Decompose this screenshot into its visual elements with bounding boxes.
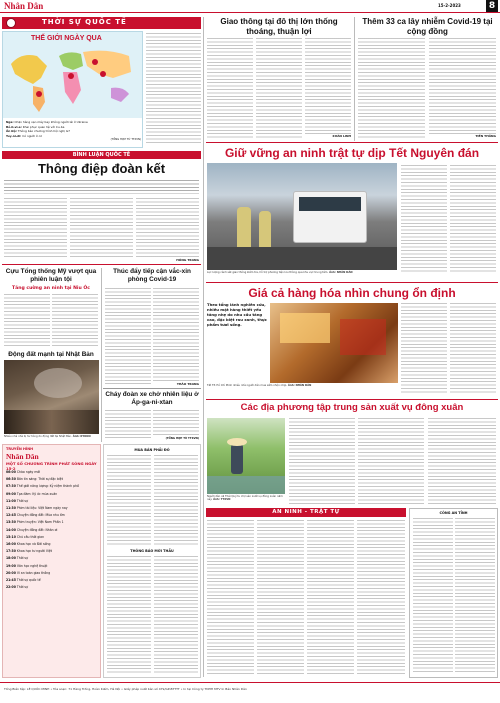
security-order-title: AN NINH - TRẬT TỰ [272, 509, 340, 515]
article-body-traffic [207, 38, 253, 138]
article-body-covid [358, 38, 425, 138]
commentary-kicker: BÌNH LUẬN QUỐC TẾ [72, 152, 131, 158]
footer-bar [0, 682, 500, 703]
farming-photo [207, 418, 285, 494]
tv-item: 13:30 Phim truyện: Việt Nam Phần 1 [6, 520, 64, 525]
legend-text: Thông báo chương trình hội nghị G7 [17, 129, 70, 133]
masthead [0, 0, 500, 13]
commentary-kicker-band [2, 151, 201, 159]
column-divider [101, 268, 102, 442]
ad-body [154, 455, 198, 545]
article-body-traffic [256, 38, 302, 138]
tv-schedule-title: MỘT SỐ CHƯƠNG TRÌNH PHÁT SÓNG NGÀY 15-2 [6, 461, 97, 471]
article-title-earthquake: Động đất mạnh tại Nhật Bản [8, 351, 94, 358]
article-body-fire [153, 410, 199, 436]
divider [103, 388, 201, 389]
security-order-body [257, 520, 304, 676]
prices-caption: Tết TP. Hồ Chí Minh nhiều nhà người dân mua sắm nhộn nhịp. Ảnh: NHÂN DÂN [207, 384, 312, 387]
article-body-prices [401, 303, 447, 395]
article-title-fire: Cháy đoàn xe chở nhiên liệu ở Áp-ga-ni-xtan [105, 391, 199, 406]
page-number: 8 [486, 0, 498, 12]
world-map-graphic [3, 44, 143, 116]
tv-item: 11:00 Thời sự [6, 498, 29, 503]
article-body-fire [105, 410, 151, 440]
article-body-security [401, 165, 447, 273]
article-title-security: Giữ vững an ninh trật tự dịp Tết Nguyên đán [224, 146, 480, 160]
article-body-vaccine [105, 288, 151, 386]
column-divider [354, 17, 355, 141]
tv-item: 14:00 Chuyện đồng đất: Nhân ơi [6, 527, 58, 532]
security-order-body [357, 520, 405, 676]
world-today-text [146, 33, 201, 145]
security-order-body [207, 520, 254, 676]
tv-schedule-list [6, 469, 99, 591]
article-body-vaccine [153, 288, 199, 382]
divider [206, 282, 498, 283]
commentary-body [4, 198, 67, 258]
farmer-hat [227, 438, 247, 446]
covid-author: TIẾN THĂNG [475, 134, 496, 138]
issue-date: 15-2-2023 [438, 3, 461, 8]
logo: Nhân Dân [4, 1, 44, 11]
tv-item: 18:00 Thời sự [6, 556, 29, 561]
divider [206, 142, 498, 143]
article-title-covid: Thêm 33 ca lây nhiễm Covid-19 tại cộng đồng [362, 17, 493, 36]
ad-heading: THÔNG BÁO MỜI THẦU [130, 549, 174, 553]
tv-item: 12:45 Chuyện đồng đất: Mùa nhu ấm [6, 513, 65, 518]
ad-body [107, 455, 151, 545]
tv-item: 20:00 Vì an toàn giao thông [6, 570, 51, 575]
legend-label: Tuy-ni-di: [6, 133, 22, 138]
article-body-prices [450, 303, 496, 395]
article-subtitle-trump: Tăng cường an ninh tại Niu Óc [11, 286, 91, 291]
prices-lead: Theo tổng lãnh nghiên cứu, nhiều mặt hàng thiết yếu tăng nhẹ do nhu cầu tăng cao, đặc biệt rau xanh, thực phẩm tươi sống. [207, 302, 267, 327]
legend-text: Có người ở cơ [22, 133, 42, 138]
article-title-farming: Các địa phương tập trung sản xuất vụ đông xuân [240, 402, 464, 413]
market-stall [280, 313, 330, 343]
notice-box [409, 508, 498, 678]
article-body-security [450, 165, 496, 273]
tv-item: 09:00 Tọa đàm: Ký ức mùa xuân [6, 491, 58, 496]
security-caption: Lực lượng cảnh sát giao thông kiểm tra, hỗ trợ phương tiện lưu thông qua khu vực trung tâm. Ảnh: NHÂN DÂN [207, 271, 353, 274]
officer [259, 211, 271, 247]
article-body-trump [4, 294, 50, 348]
tv-item: 21:45 Thời sự quốc tế [6, 578, 41, 583]
tv-schedule [2, 444, 101, 678]
security-photo [207, 163, 397, 270]
legend-label: Nga: [6, 120, 14, 124]
article-title-prices: Giá cả hàng hóa nhìn chung ổn định [248, 286, 456, 300]
market-stall [340, 319, 386, 355]
tv-item: 06:30 Bản tin sáng: Thời sự đặc biệt [6, 477, 63, 482]
article-body-trump [52, 294, 98, 348]
world-today-title: THẾ GIỚI NGÀY QUA [31, 35, 102, 42]
commentary-lead [4, 180, 199, 194]
article-body-farming [428, 418, 496, 504]
smoke [34, 368, 82, 398]
tv-brand: TRUYỀN HÌNH [6, 447, 34, 451]
traffic-author: XUÂN LINH [332, 134, 351, 138]
security-order-body [307, 520, 354, 676]
bus-windows [299, 197, 361, 211]
commentary-title: Thông điệp đoàn kết [37, 161, 166, 176]
globe-icon [6, 18, 16, 28]
legend-label: Bồ-li-vi-a: [6, 124, 22, 129]
tv-item: 11:30 Phim tài liệu: Việt Nam ngày nay [6, 506, 68, 511]
vaccine-author: THẢO TRANG [176, 382, 199, 386]
security-order-band [206, 508, 406, 517]
commentary-body [70, 198, 133, 258]
footer-text: Tổng Biên tập: LÊ QUỐC MINH • Tòa soạn: 71 Hàng Trống, Hoàn Kiếm, Hà Nội • Giấy phép xuất bản số 479/GP-BTTTT • In tại Công ty TNHH MTV In Báo Nhân Dân [4, 687, 247, 691]
tv-item: 07:30 Thế giới năng lượng: Kỷ niệm thành phố [6, 484, 79, 489]
legend-text: Chặn hàng vạn máy bay không người lái ở Ukraine [14, 120, 88, 124]
map-source: (TỔNG HỢP TỪ TTXVN) [110, 138, 141, 141]
divider [2, 264, 201, 265]
tv-brand-logo: Nhân Dân [6, 452, 39, 461]
earthquake-caption: Nhiều nhà nhà bị hư hỏng do động đất tại Nhật Bản. Ảnh: KYODO [4, 435, 91, 438]
tv-item: 19:00 Văn học nghệ thuật [6, 563, 48, 568]
article-body-farming [358, 418, 424, 504]
legend-text: Khai phục quan hệ với Cu-ba [22, 124, 65, 129]
notice-body [413, 518, 453, 674]
rubble [4, 410, 99, 434]
world-banner-title: THỜI SỰ QUỐC TẾ [42, 18, 127, 26]
world-news-banner [2, 17, 201, 29]
tv-item: 17:30 Khoa học tư người Việt [6, 549, 52, 554]
earthquake-photo [4, 360, 99, 434]
article-body-traffic [305, 38, 351, 134]
ad-body [154, 556, 198, 674]
field-water [207, 476, 285, 494]
article-title-vaccine: Thúc đẩy tiếp cận vắc-xin phòng Covid-19 [113, 268, 191, 283]
article-title-trump: Cựu Tổng thống Mỹ vượt qua phiên luận tội [5, 268, 97, 283]
world-today-legend [3, 118, 143, 148]
column-divider [203, 17, 204, 677]
tv-item: 15:10 Chú cầu thời gian [6, 534, 45, 539]
tv-item: 22:00 Thời sự [6, 585, 29, 590]
notice-heading: CÔNG AN TỈNH [439, 511, 468, 515]
divider [206, 399, 498, 400]
market-photo [270, 303, 398, 383]
legend-label: Ấn Độ: [6, 129, 17, 133]
tv-item: 06:00 Chào ngày mới [6, 470, 41, 474]
fire-source: (TỔNG HỢP TỪ TTXVN) [165, 437, 199, 440]
ad-body [107, 556, 151, 674]
commentary-body [136, 198, 199, 258]
world-today-map [2, 31, 143, 148]
article-body-covid [429, 38, 496, 134]
article-body-farming [289, 418, 355, 504]
notice-body [455, 518, 495, 674]
farmer [231, 444, 243, 474]
farming-caption: Người dân xã Thái Quý tu chợ sản xuất vụ đông xuân năm nay. Ảnh: TTXVN [207, 495, 283, 502]
classified-ads [103, 444, 201, 678]
road [207, 247, 397, 270]
tv-item: 16:00 Khoa học và Đời sống [6, 542, 51, 547]
officer [237, 207, 251, 247]
commentary-author: HỒNG TRANG [176, 258, 199, 262]
article-title-traffic: Giao thông tại đô thị lớn thống thoáng, thuận lợi [220, 17, 338, 36]
ad-heading: MUA BÁN PHẢI ĐÓ [134, 448, 170, 452]
